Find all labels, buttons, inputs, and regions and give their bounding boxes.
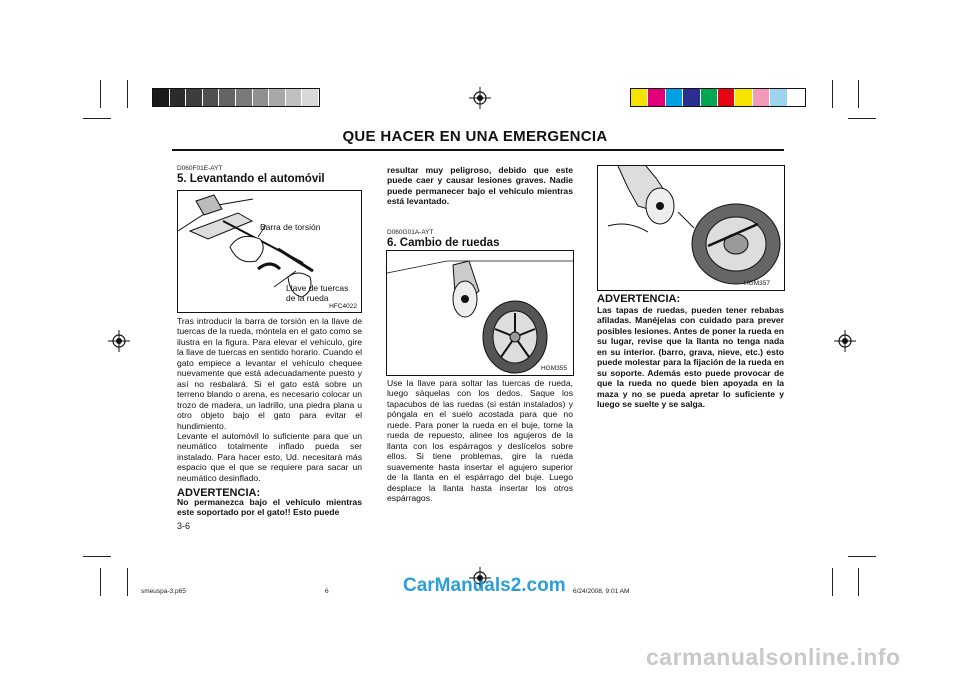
color-swatch	[666, 89, 683, 106]
figure-code: HGM357	[743, 280, 770, 287]
gray-swatch	[253, 89, 270, 106]
gray-swatch	[286, 89, 303, 106]
carmanuals-watermark: CarManuals2.com	[403, 575, 566, 596]
site-watermark: carmanualsonline.info	[646, 644, 901, 670]
gray-swatch	[219, 89, 236, 106]
page-number: 3-6	[177, 521, 191, 531]
color-swatch	[718, 89, 735, 106]
section-heading: 6. Cambio de ruedas	[387, 237, 500, 249]
gray-color-bar	[152, 88, 320, 107]
page-title: QUE HACER EN UNA EMERGENCIA	[342, 128, 608, 145]
color-swatch	[631, 89, 648, 106]
warning-text: Las tapas de ruedas, pueden tener rebabas afiladas. Manéjelas con cuidado para prever posibles lesiones. Antes de poner la rueda en su lugar, revise que la llanta no tenga nada en su interior. (barro, grava, nieve, etc.) esto puede molestar para la fijación de la rueda en su soporte. Además esto puede provocar de que la rueda no quede bien apoyada en la maza y no se pueda apretar lo suficiente y luego se suelte y se salga.	[597, 305, 784, 410]
wheel-change-figure	[386, 250, 574, 376]
section-code: D060F01E-AYT	[177, 165, 223, 172]
gray-swatch	[269, 89, 286, 106]
section-heading: 5. Levantando el automóvil	[177, 173, 325, 185]
body-text: Use la llave para soltar las tuercas de rueda, luego sáquelas con los dedos. Saque los tapacubos de las ruedas (si están instalados) y póngala en el suelo acostada para que no ruede. Para poner la rueda en el buje, tome la rueda de repuesto, alinee los agujeros de la llanta con los espárragos y deslícelos sobre ellos. Si tiene problemas, gire la rueda suavemente hasta insertar el agujero superior de la llanta en el espárrago del buje. Luego desplace la llanta hasta insertar los otros espárragos.	[387, 378, 573, 503]
wheel-change-illustration	[387, 251, 573, 375]
figure-code: HFC4022	[329, 303, 357, 310]
color-swatch	[683, 89, 700, 106]
registration-mark-icon	[108, 330, 130, 352]
body-text: Tras introducir la barra de torsión en la llave de tuercas de la rueda, móntela en el gato como se ilustra en la figura. Para elevar el vehículo, gire la llave de tuercas en sentido horario. Cuando el gato empiece a levantar el vehículo chequee nuevamente que está adecuadamente puesto y así no resbalará. Si el gato está sobre un terreno blando o arena, es necesario colocar un trozo de madera, un ladrillo, una piedra plana u otro objeto bajo el gato para evitar el hundimiento. Levante el automóvil lo suficiente para que un neumático totalmente inflado pueda ser instalado. Para hacer esto, Ud. necesitará más espacio que el que se requiere para sacar un neumático desinflado.	[177, 316, 362, 483]
footer-page: 6	[325, 588, 329, 595]
process-color-bar	[630, 88, 806, 107]
gray-swatch	[153, 89, 170, 106]
color-swatch	[788, 89, 805, 106]
gray-swatch	[236, 89, 253, 106]
warning-title: ADVERTENCIA:	[177, 487, 261, 499]
header-rule	[172, 149, 784, 151]
gray-swatch	[186, 89, 203, 106]
warning-text: No permanezca bajo el vehículo mientras este soportado por el gato!! Esto puede	[177, 497, 362, 518]
bar-label: Barra de torsión	[260, 222, 321, 232]
wrench-label: Llave de tuercas de la rueda	[286, 283, 349, 303]
registration-mark-icon	[834, 330, 856, 352]
footer-date: 6/24/2008, 9:01 AM	[573, 588, 630, 595]
jack-figure	[177, 190, 362, 313]
spare-wheel-illustration	[598, 166, 784, 290]
gray-swatch	[170, 89, 187, 106]
section-code: D060G01A-AYT	[387, 229, 434, 236]
warning-continuation: resultar muy peligroso, debido que este puede caer y causar lesiones graves. Nadie puede permanecer bajo el vehículo mientras está levantado.	[387, 165, 573, 207]
color-swatch	[735, 89, 752, 106]
color-swatch	[753, 89, 770, 106]
footer-filename: smeuspa-3.p65	[141, 588, 186, 595]
color-swatch	[701, 89, 718, 106]
spare-wheel-figure	[597, 165, 785, 291]
registration-mark-icon	[469, 87, 491, 109]
gray-swatch	[203, 89, 220, 106]
figure-code: HGM355	[540, 365, 567, 372]
gray-swatch	[302, 89, 319, 106]
color-swatch	[770, 89, 787, 106]
color-swatch	[648, 89, 665, 106]
warning-title: ADVERTENCIA:	[597, 293, 681, 305]
